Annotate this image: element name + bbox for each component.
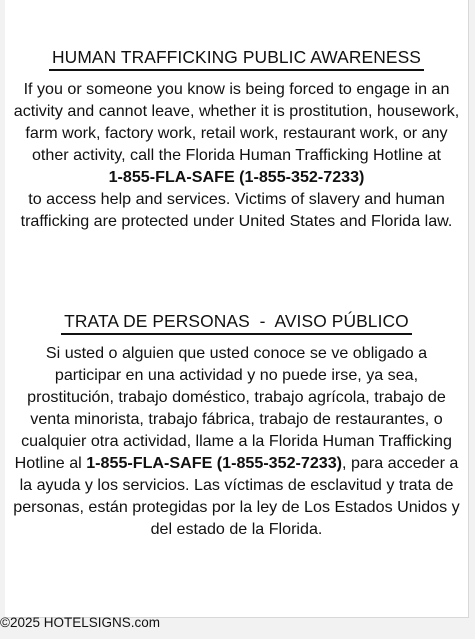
spanish-section (5, 311, 468, 540)
english-text-2: to access help and services. Victims of slavery and human trafficking are protected under United States and Florida law. (20, 190, 453, 230)
copyright-footer: ©2025 HOTELSIGNS.com (0, 615, 161, 630)
spanish-text-1: Si usted o alguien que usted conoce se ve obligado a participar en una actividad y no puede irse, ya sea, prostitución, trabajo doméstico, trabajo agrícola, trabajo de venta minorista, trabajo fábrica, trabajo de restaurantes, o cualquier otra actividad, llame a la Florida Human Trafficking Hotline al (14, 344, 452, 472)
english-text-1: If you or someone you know is being forced to engage in an activity and cannot leave, whether it is prostitution, housework, farm work, factory work, retail work, restaurant work, or any other activity, call the Florida Human Trafficking Hotline at (13, 80, 460, 164)
english-heading: HUMAN TRAFFICKING PUBLIC AWARENESS (49, 47, 424, 71)
spanish-text-2: , para acceder a la ayuda y los servicios. Las víctimas de esclavitud y trata de personas, están protegidas por la ley de Los Estados Unidos y del estado de la Florida. (13, 454, 460, 538)
english-body (5, 78, 468, 232)
spanish-heading: TRATA DE PERSONAS - AVISO PÚBLICO (61, 311, 412, 335)
spanish-hotline: 1-855-FLA-SAFE (1-855-352-7233) (86, 454, 343, 472)
english-section (5, 47, 468, 232)
spanish-body (5, 342, 468, 540)
english-hotline: 1-855-FLA-SAFE (1-855-352-7233) (108, 168, 365, 186)
sign-panel (5, 0, 469, 618)
